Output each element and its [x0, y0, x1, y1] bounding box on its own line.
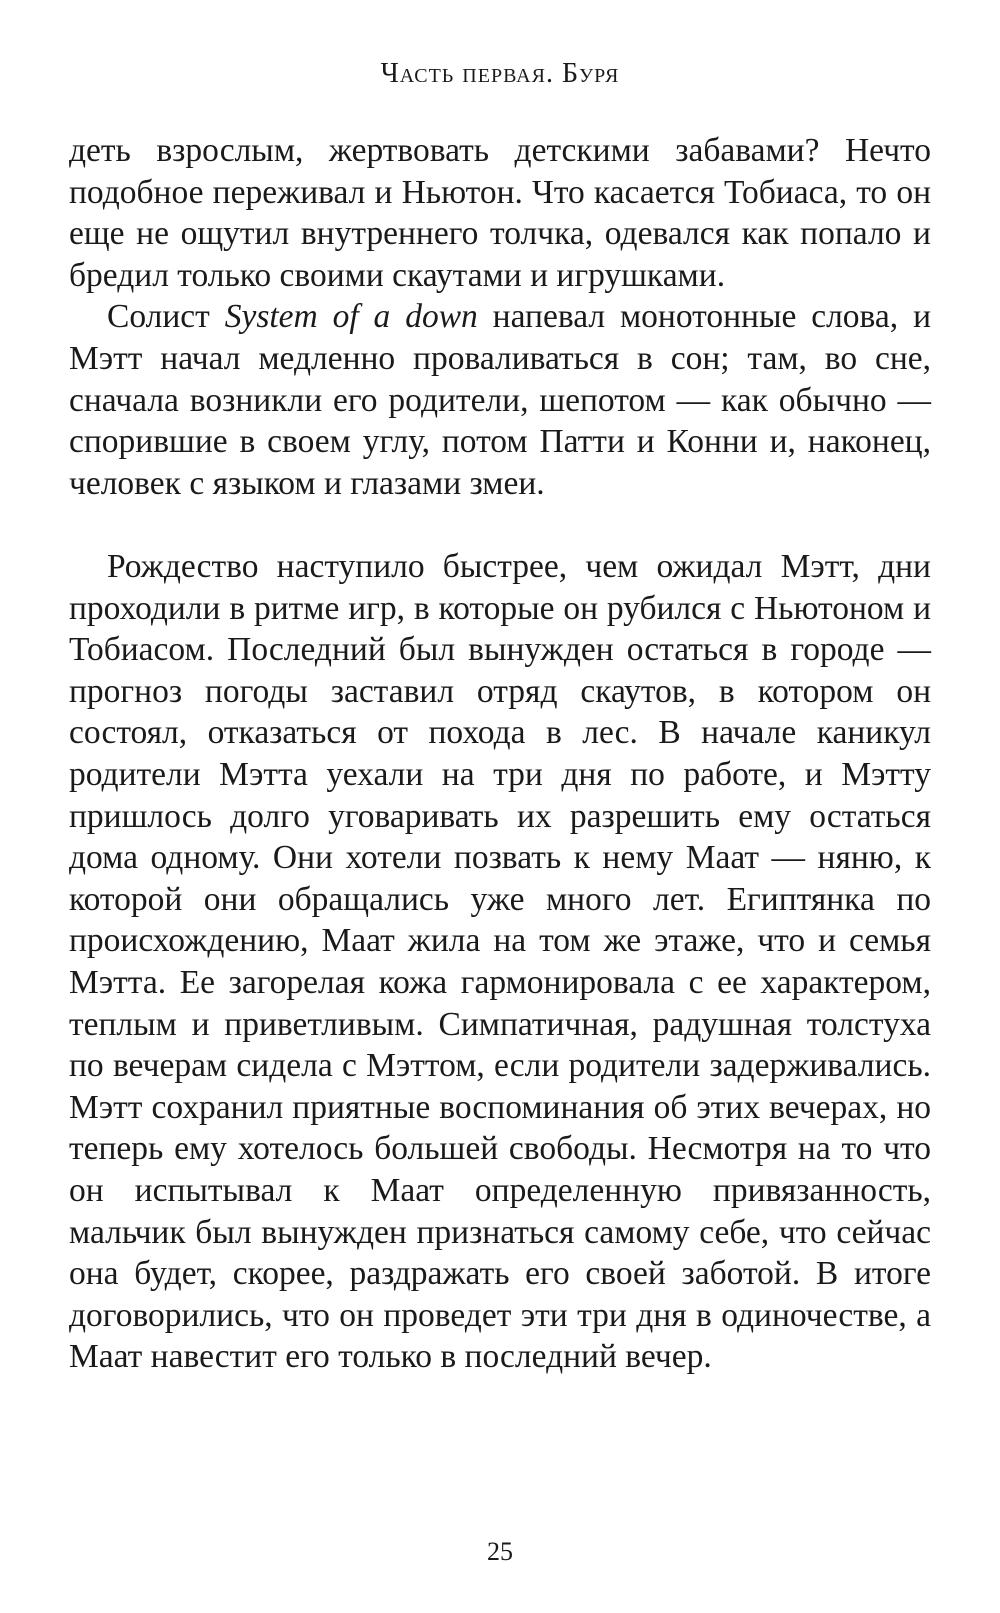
running-head: Часть первая. Буря	[380, 58, 620, 89]
paragraph-soloist	[69, 296, 931, 504]
paragraph-soloist-rest: напевал монотонные слова, и Мэтт начал медленно проваливаться в сон; там, во сне, сначала возникли его родители, шепотом — как обычно — спорившие в своем углу, потом Патти и Конни и, наконец, человек с языком и глазами змеи.	[69, 298, 931, 502]
page-number: 25	[487, 1537, 513, 1566]
paragraph-soloist-start: Солист	[107, 298, 225, 336]
paragraph-christmas: Рождество наступило быстрее, чем ожидал Мэтт, дни проходили в ритме игр, в которые он рубился с Ньютоном и Тобиасом. Последний был вынужден остаться в городе — прогноз погоды заставил отряд скаутов, в котором он состоял, отказаться от похода в лес. В начале каникул родители Мэтта уехали на три дня по работе, и Мэтту пришлось долго уговаривать их разрешить ему остаться дома одному. Они хотели позвать к нему Маат — няню, к которой они обращались уже много лет. Египтянка по происхождению, Маат жила на том же этаже, что и семья Мэтта. Ее загорелая кожа гармонировала с ее характером, теплым и приветливым. Симпатичная, радушная толстуха по вечерам сидела с Мэттом, если родители задерживались. Мэтт сохранил приятные воспоминания об этих вечерах, но теперь ему хотелось большей свободы. Несмотря на то что он испытывал к Маат определенную привязанность, мальчик был вынужден признаться самому себе, что сейчас она будет, скорее, раздражать его своей заботой. В итоге договорились, что он проведет эти три дня в одиночестве, а Маат навестит его только в последний вечер.	[69, 548, 931, 1376]
paragraph-continued: деть взрослым, жертвовать детскими забавами? Нечто подобное переживал и Ньютон. Что касается Тобиаса, то он еще не ощутил внутреннего толчка, одевался как попало и бредил только своими скаутами и игрушками.	[69, 132, 931, 294]
text-block-upper	[69, 130, 931, 504]
text-block-lower	[69, 546, 931, 1378]
band-name: System of a down	[224, 298, 478, 336]
